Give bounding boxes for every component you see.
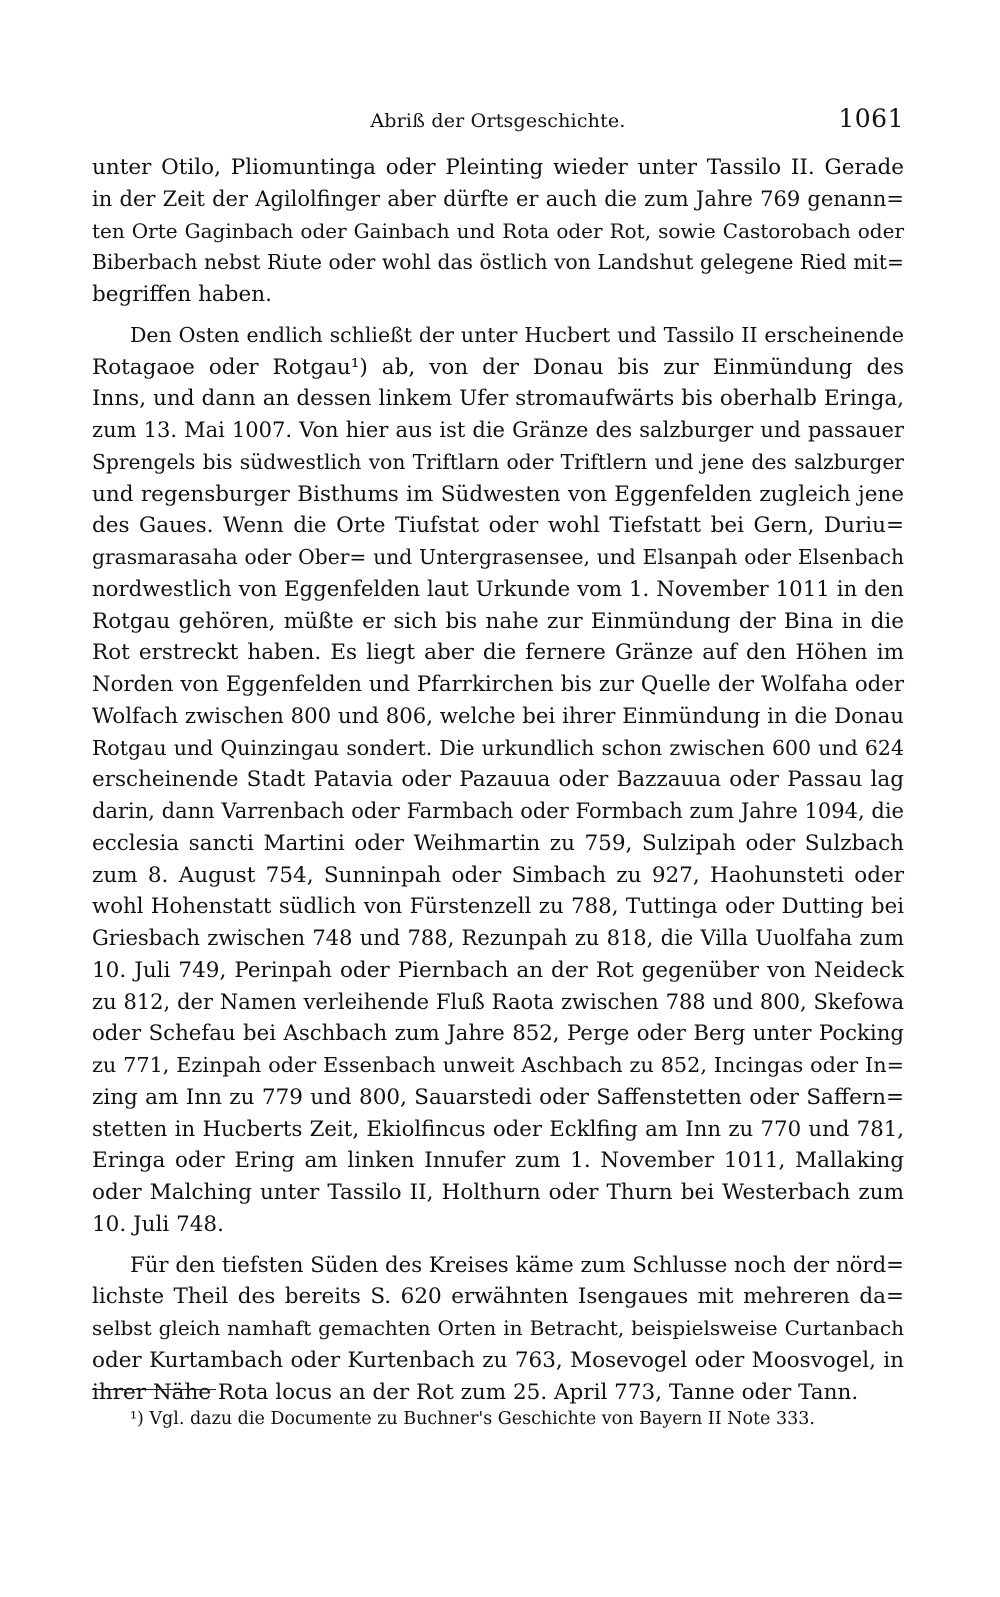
paragraph-1: [92, 152, 904, 311]
text-line: lichste Theil des bereits S. 620 erwähnten Isengaues mit mehreren da=: [92, 1284, 904, 1310]
text-line: ten Orte Gaginbach oder Gainbach und Rota oder Rot, sowie Castorobach oder: [92, 218, 904, 243]
text-line: Den Osten endlich schließt der unter Hucbert und Tassilo II erscheinende: [130, 322, 904, 347]
text-line: oder Schefau bei Aschbach zum Jahre 852, Perge oder Berg unter Pocking: [92, 1021, 904, 1047]
text-line: Norden von Eggenfelden und Pfarrkirchen bis zur Quelle der Wolfaha oder: [92, 672, 904, 697]
text-line: grasmarasaha oder Ober= und Untergrasensee, und Elsanpah oder Elsenbach: [92, 545, 904, 569]
text-line: Für den tiefsten Süden des Kreises käme zum Schlusse noch der nörd=: [130, 1252, 904, 1278]
page-number: 1061: [838, 104, 904, 133]
page-header: [92, 104, 904, 138]
text-line: Wolfach zwischen 800 und 806, welche bei ihrer Einmündung in die Donau: [92, 703, 904, 729]
body-text: [92, 152, 904, 1408]
text-line: zu 812, der Namen verleihende Fluß Raota zwischen 788 und 800, Skefowa: [92, 989, 904, 1014]
paragraph-2: [92, 320, 904, 1241]
running-head: Abriß der Ortsgeschichte.: [370, 110, 626, 132]
text-line: Rotgau und Quinzingau sondert. Die urkundlich schon zwischen 600 und 624: [92, 735, 904, 760]
text-line: selbst gleich namhaft gemachten Orten in Betracht, beispielsweise Curtanbach: [92, 1316, 904, 1340]
text-line: Rot erstreckt haben. Es liegt aber die fernere Gränze auf den Höhen im: [92, 640, 904, 666]
text-line: erscheinende Stadt Patavia oder Pazauua oder Bazzauua oder Passau lag: [92, 767, 904, 793]
text-line: oder Malching unter Tassilo II, Holthurn oder Thurn bei Westerbach zum: [92, 1180, 904, 1205]
text-line: in der Zeit der Agilolfinger aber dürfte er auch die zum Jahre 769 genann=: [92, 186, 904, 211]
text-line: Rotgau gehören, müßte er sich bis nahe zur Einmündung der Bina in die: [92, 608, 904, 634]
paragraph-3: [92, 1250, 904, 1409]
text-line: Inns, und dann an dessen linkem Ufer stromaufwärts bis oberhalb Eringa,: [92, 386, 904, 412]
text-line: wohl Hohenstatt südlich von Fürstenzell zu 788, Tuttinga oder Dutting bei: [92, 894, 904, 920]
footnote-divider: [92, 1389, 216, 1390]
text-line: Sprengels bis südwestlich von Triftlarn oder Triftlern und jene des salzburger: [92, 449, 904, 474]
text-line: zing am Inn zu 779 und 800, Sauarstedi oder Saffenstetten oder Saffern=: [92, 1084, 904, 1110]
text-line: Eringa oder Ering am linken Innufer zum 1. November 1011, Mallaking: [92, 1148, 904, 1174]
text-line: Griesbach zwischen 748 und 788, Rezunpah zu 818, die Villa Uuolfaha zum: [92, 926, 904, 950]
text-line: Rotagaoe oder Rotgau¹) ab, von der Donau bis zur Einmündung des: [92, 354, 904, 380]
text-line: begriffen haben.: [92, 282, 272, 307]
text-line: darin, dann Varrenbach oder Farmbach oder Formbach zum Jahre 1094, die: [92, 799, 904, 823]
text-line: zu 771, Ezinpah oder Essenbach unweit Aschbach zu 852, Incingas oder In=: [92, 1053, 904, 1077]
text-line: nordwestlich von Eggenfelden laut Urkunde vom 1. November 1011 in den: [92, 576, 904, 602]
text-line: ecclesia sancti Martini oder Weihmartin zu 759, Sulzipah oder Sulzbach: [92, 830, 904, 856]
text-line: und regensburger Bisthums im Südwesten von Eggenfelden zugleich jene: [92, 481, 904, 507]
text-line: 10. Juli 748.: [92, 1211, 224, 1237]
footnote: ¹) Vgl. dazu die Documente zu Buchner's Geschichte von Bayern II Note 333.: [130, 1409, 815, 1429]
text-line: oder Kurtambach oder Kurtenbach zu 763, Mosevogel oder Moosvogel, in: [92, 1347, 904, 1373]
text-line: zum 8. August 754, Sunninpah oder Simbach zu 927, Haohunsteti oder: [92, 862, 904, 888]
text-line: ihrer Nähe Rota locus an der Rot zum 25. April 773, Tanne oder Tann.: [92, 1379, 859, 1405]
text-line: stetten in Hucberts Zeit, Ekiolfincus oder Ecklfing am Inn zu 770 und 781,: [92, 1116, 904, 1142]
text-line: unter Otilo, Pliomuntinga oder Pleinting wieder unter Tassilo II. Gerade: [92, 155, 904, 180]
text-line: des Gaues. Wenn die Orte Tiufstat oder wohl Tiefstatt bei Gern, Duriu=: [92, 513, 904, 539]
text-line: 10. Juli 749, Perinpah oder Piernbach an der Rot gegenüber von Neideck: [92, 957, 904, 983]
text-line: Biberbach nebst Riute oder wohl das östlich von Landshut gelegene Ried mit=: [92, 250, 904, 275]
text-line: zum 13. Mai 1007. Von hier aus ist die Gränze des salzburger und passauer: [92, 418, 904, 442]
